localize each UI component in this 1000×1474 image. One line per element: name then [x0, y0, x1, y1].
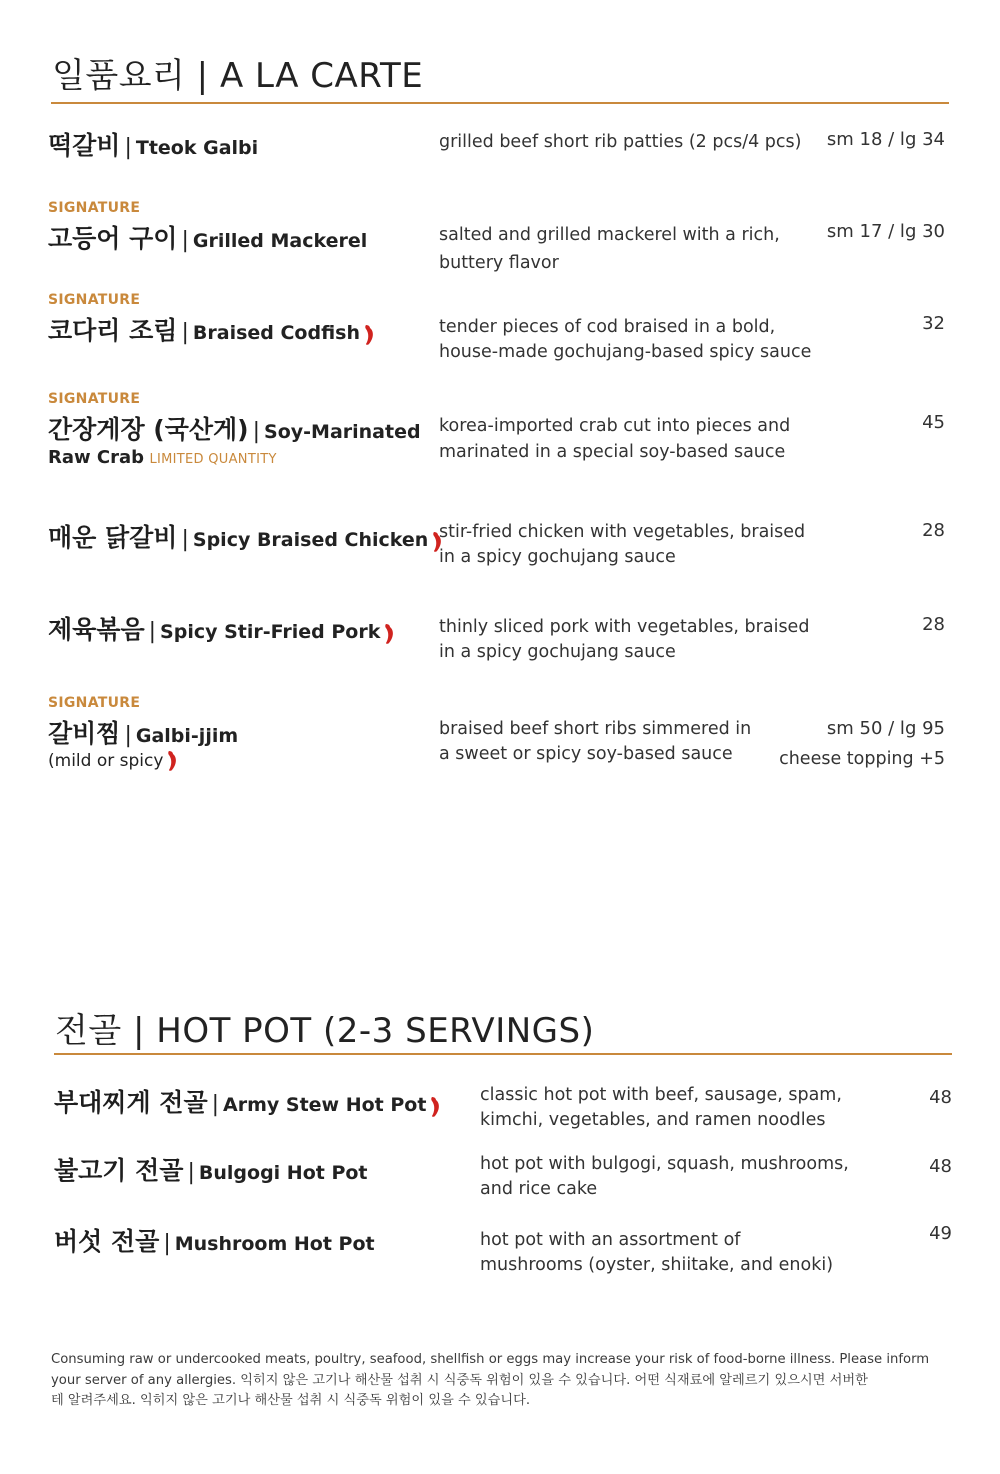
section-divider	[54, 1053, 952, 1055]
description-line: tender pieces of cod braised in a bold,	[439, 317, 776, 337]
allergy-disclaimer	[51, 1350, 951, 1412]
spice-option-label: (mild or spicy	[48, 751, 164, 771]
item-name-english: Grilled Mackerel	[192, 230, 368, 252]
description-line: a sweet or spicy soy-based sauce	[439, 744, 733, 764]
item-price: 49	[929, 1223, 952, 1244]
spice-option	[48, 750, 178, 772]
item-description	[439, 414, 790, 465]
menu-item-name	[48, 410, 421, 446]
signature-tag: SIGNATURE	[48, 695, 141, 711]
section-title-alacarte: 일품요리 | A LA CARTE	[52, 56, 424, 96]
item-name-korean: 고등어 구이	[48, 224, 178, 253]
item-name-korean: 떡갈비	[48, 131, 121, 160]
section-title-hotpot: 전골 | HOT POT (2-3 SERVINGS)	[55, 1011, 595, 1051]
description-line: classic hot pot with beef, sausage, spam,	[480, 1085, 842, 1105]
description-line: grilled beef short rib patties (2 pcs/4 pcs)	[439, 132, 802, 152]
signature-tag: SIGNATURE	[48, 292, 141, 308]
item-name-english: Braised Codfish	[192, 322, 361, 344]
item-description	[439, 315, 811, 365]
item-description	[480, 1083, 842, 1133]
item-description	[480, 1152, 849, 1202]
description-line: salted and grilled mackerel with a rich,	[439, 225, 780, 245]
menu-item-name	[54, 1222, 375, 1258]
menu-item-name	[48, 610, 395, 646]
item-price: 28	[922, 520, 945, 541]
signature-tag: SIGNATURE	[48, 200, 141, 216]
item-name-english: Spicy Braised Chicken	[192, 529, 429, 551]
item-name-english: Mushroom Hot Pot	[174, 1233, 375, 1255]
menu-item-name	[48, 219, 367, 255]
description-line: hot pot with an assortment of	[480, 1230, 741, 1250]
description-line: hot pot with bulgogi, squash, mushrooms,	[480, 1154, 849, 1174]
item-price: sm 18 / lg 34	[826, 129, 945, 150]
name-separator: |	[163, 1231, 171, 1256]
menu-item-name	[54, 1151, 368, 1187]
description-line: and rice cake	[480, 1179, 598, 1199]
menu-item-name	[48, 714, 238, 750]
item-description	[439, 130, 801, 155]
item-description	[439, 615, 809, 665]
description-line: stir-fried chicken with vegetables, braised	[439, 522, 806, 542]
description-line: buttery flavor	[439, 253, 559, 273]
description-line: house-made gochujang-based spicy sauce	[439, 342, 812, 362]
chili-pepper-icon	[429, 1096, 441, 1118]
menu-item-name	[48, 311, 375, 347]
item-name-korean: 버섯 전골	[54, 1227, 160, 1256]
name-separator: |	[124, 135, 132, 160]
description-line: korea-imported crab cut into pieces and	[439, 416, 791, 436]
item-price: 45	[922, 412, 945, 433]
item-name-english: Galbi-jjim	[135, 725, 239, 747]
chili-pepper-icon	[383, 623, 395, 645]
name-separator: |	[252, 419, 261, 444]
item-description	[439, 520, 805, 570]
item-price: 48	[929, 1156, 952, 1177]
description-line: kimchi, vegetables, and ramen noodles	[480, 1110, 826, 1130]
name-separator: |	[181, 320, 189, 345]
item-name-korean: 부대찌게 전골	[54, 1088, 208, 1117]
item-price: sm 50 / lg 95	[826, 718, 945, 739]
item-name-english: Tteok Galbi	[135, 137, 259, 159]
name-separator: |	[181, 527, 189, 552]
item-name-korean: 매운 닭갈비	[48, 523, 178, 552]
item-name-english: Spicy Stir-Fried Pork	[160, 621, 381, 643]
name-separator: |	[148, 619, 157, 644]
item-description	[439, 717, 751, 767]
item-name-korean: 코다리 조림	[48, 316, 178, 345]
item-price: 32	[922, 313, 945, 334]
description-line: thinly sliced pork with vegetables, braised	[439, 617, 810, 637]
chili-pepper-icon	[166, 750, 178, 772]
item-price: 48	[929, 1087, 952, 1108]
signature-tag: SIGNATURE	[48, 391, 141, 407]
description-line: braised beef short ribs simmered in	[439, 719, 752, 739]
name-separator: |	[211, 1092, 220, 1117]
disclaimer-line: 테 알려주세요. 익히지 않은 고기나 해산물 섭취 시 식중독 위험이 있을 수 있습니다.	[51, 1393, 531, 1408]
description-line: in a spicy gochujang sauce	[439, 547, 676, 567]
disclaimer-line: your server of any allergies. 익히지 않은 고기나 해산물 섭취 시 식중독 위험이 있을 수 있습니다. 어떤 식재료에 알레르기 있으시면 서버한	[51, 1372, 868, 1388]
disclaimer-line: Consuming raw or undercooked meats, poultry, seafood, shellfish or eggs may increase your risk of food-borne illness. Please inform	[51, 1352, 930, 1367]
item-name-english: Army Stew Hot Pot	[223, 1094, 427, 1116]
item-price: sm 17 / lg 30	[826, 221, 945, 242]
item-price: 28	[922, 614, 945, 635]
limited-quantity-note: LIMITED QUANTITY	[149, 452, 277, 467]
item-name-korean: 제육볶음	[48, 615, 145, 644]
description-line: mushrooms (oyster, shiitake, and enoki)	[480, 1255, 834, 1275]
item-description	[439, 223, 780, 276]
section-divider	[51, 102, 949, 104]
item-name-english: Raw Crab	[48, 447, 145, 468]
item-name-korean: 갈비찜	[48, 719, 121, 748]
item-name-korean: 불고기 전골	[54, 1156, 184, 1185]
item-price-extra: cheese topping +5	[779, 749, 945, 769]
item-name-korean: 간장게장 (국산게)	[48, 415, 249, 444]
menu-item-name	[48, 518, 443, 554]
description-line: marinated in a special soy-based sauce	[439, 442, 786, 462]
menu-item-name-continued	[48, 447, 277, 468]
item-name-english: Bulgogi Hot Pot	[198, 1162, 368, 1184]
item-name-english: Soy-Marinated	[264, 421, 421, 443]
menu-item-name	[48, 126, 258, 162]
chili-pepper-icon	[363, 324, 375, 346]
menu-item-name	[54, 1083, 441, 1119]
name-separator: |	[187, 1160, 195, 1185]
item-description	[480, 1228, 833, 1278]
name-separator: |	[124, 723, 132, 748]
name-separator: |	[181, 228, 189, 253]
description-line: in a spicy gochujang sauce	[439, 642, 676, 662]
